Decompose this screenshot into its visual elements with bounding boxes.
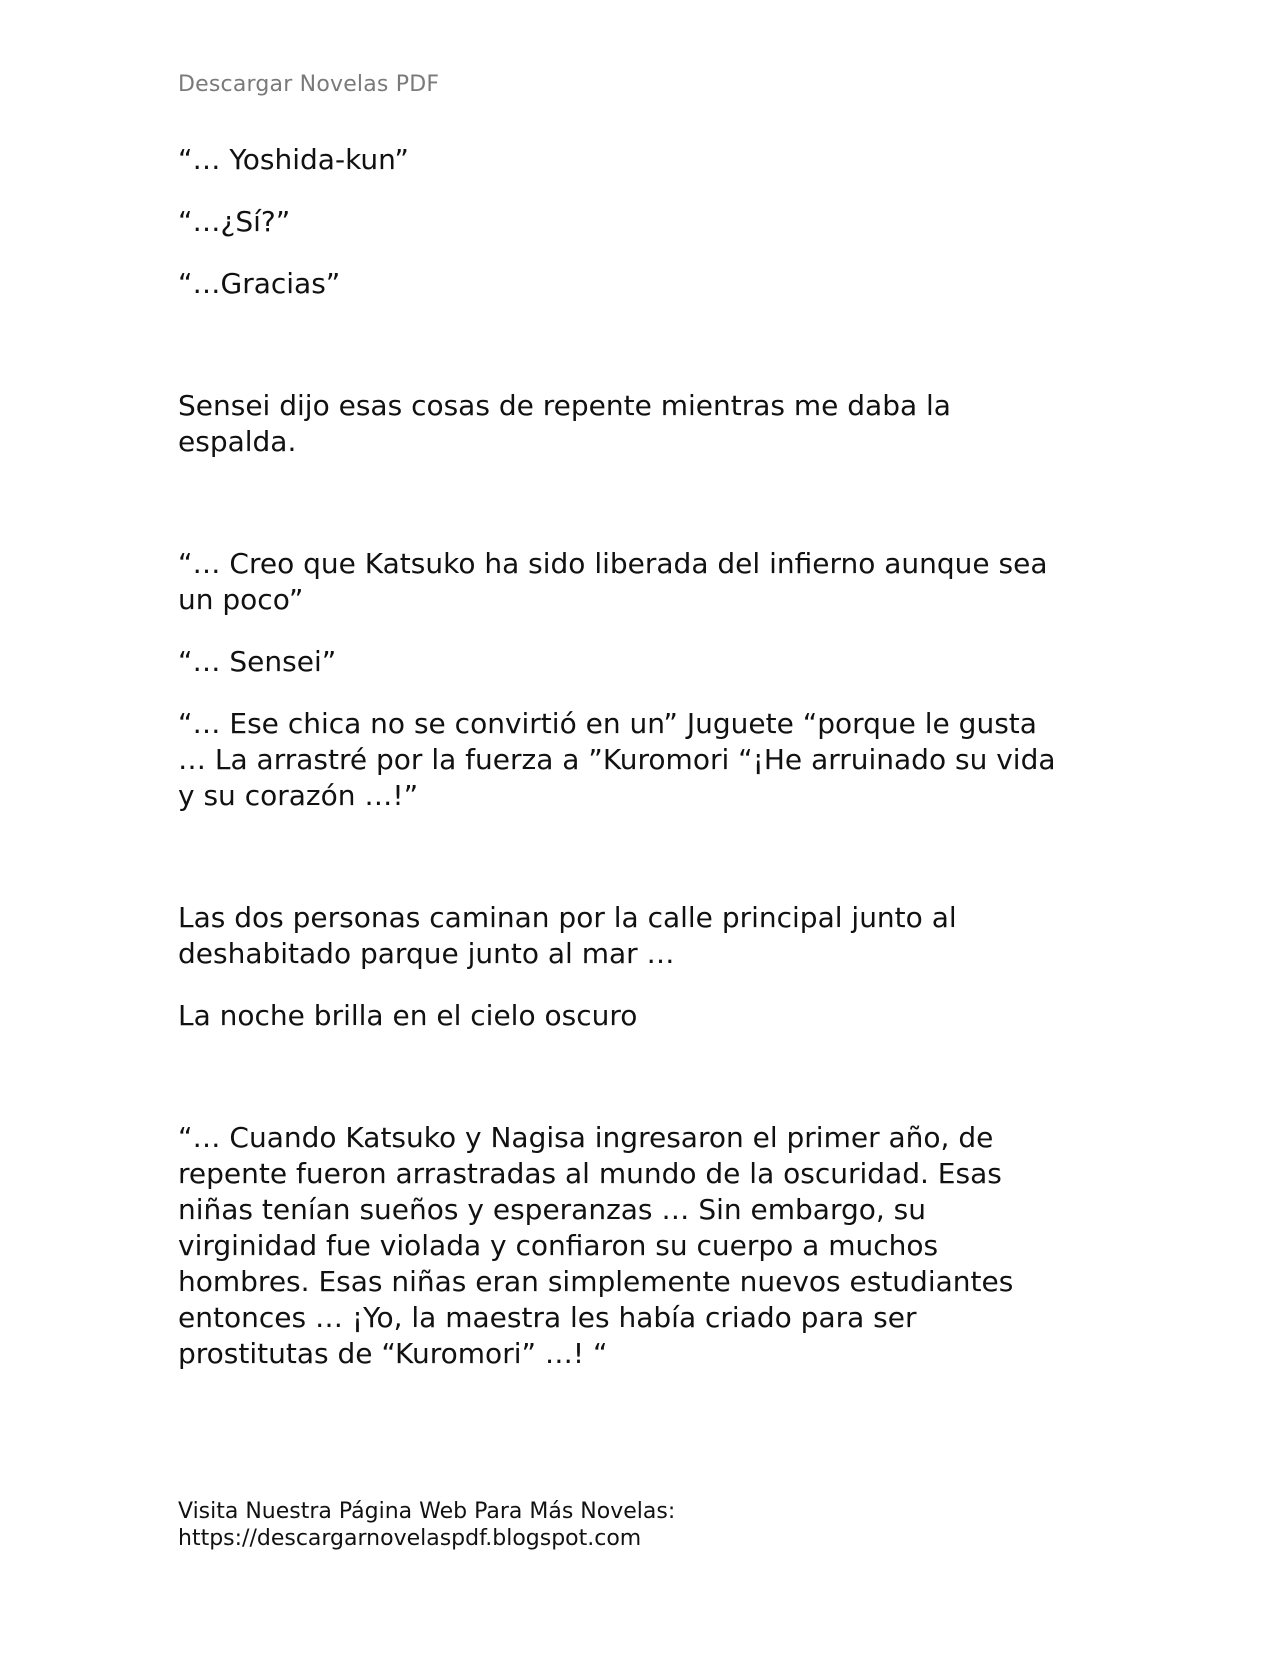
paragraph-3: “…Gracias”	[178, 267, 341, 300]
footer-url-link[interactable]: https://descargarnovelaspdf.blogspot.com	[178, 1526, 642, 1551]
page-header: Descargar Novelas PDF	[178, 72, 440, 97]
paragraph-6: “… Sensei”	[178, 645, 337, 678]
paragraph-1: “… Yoshida-kun”	[178, 143, 409, 176]
paragraph-5: “… Creo que Katsuko ha sido liberada del infierno aunque sea un poco”	[178, 547, 1048, 616]
footer-text: Visita Nuestra Página Web Para Más Novelas:	[178, 1499, 676, 1524]
page-footer	[178, 1498, 675, 1552]
page-body	[178, 142, 1108, 1372]
paragraph-8: Las dos personas caminan por la calle principal junto al deshabitado parque junto al mar …	[178, 901, 957, 970]
paragraph-10: “… Cuando Katsuko y Nagisa ingresaron el primer año, de repente fueron arrastradas al mundo de la oscuridad. Esas niñas tenían sueños y esperanzas … Sin embargo, su virginidad fue violada y confiaron su cuerpo a muchos hombres. Esas niñas eran simplemente nuevos estudiantes entonces … ¡Yo, la maestra les había criado para ser prostitutas de “Kuromori” …! “	[178, 1121, 1014, 1370]
paragraph-7: “… Ese chica no se convirtió en un” Juguete “porque le gusta … La arrastré por la fuerza a ”Kuromori “¡He arruinado su vida y su corazón …!”	[178, 707, 1056, 812]
paragraph-9: La noche brilla en el cielo oscuro	[178, 999, 638, 1032]
paragraph-2: “…¿Sí?”	[178, 205, 291, 238]
paragraph-4: Sensei dijo esas cosas de repente mientras me daba la espalda.	[178, 389, 951, 458]
